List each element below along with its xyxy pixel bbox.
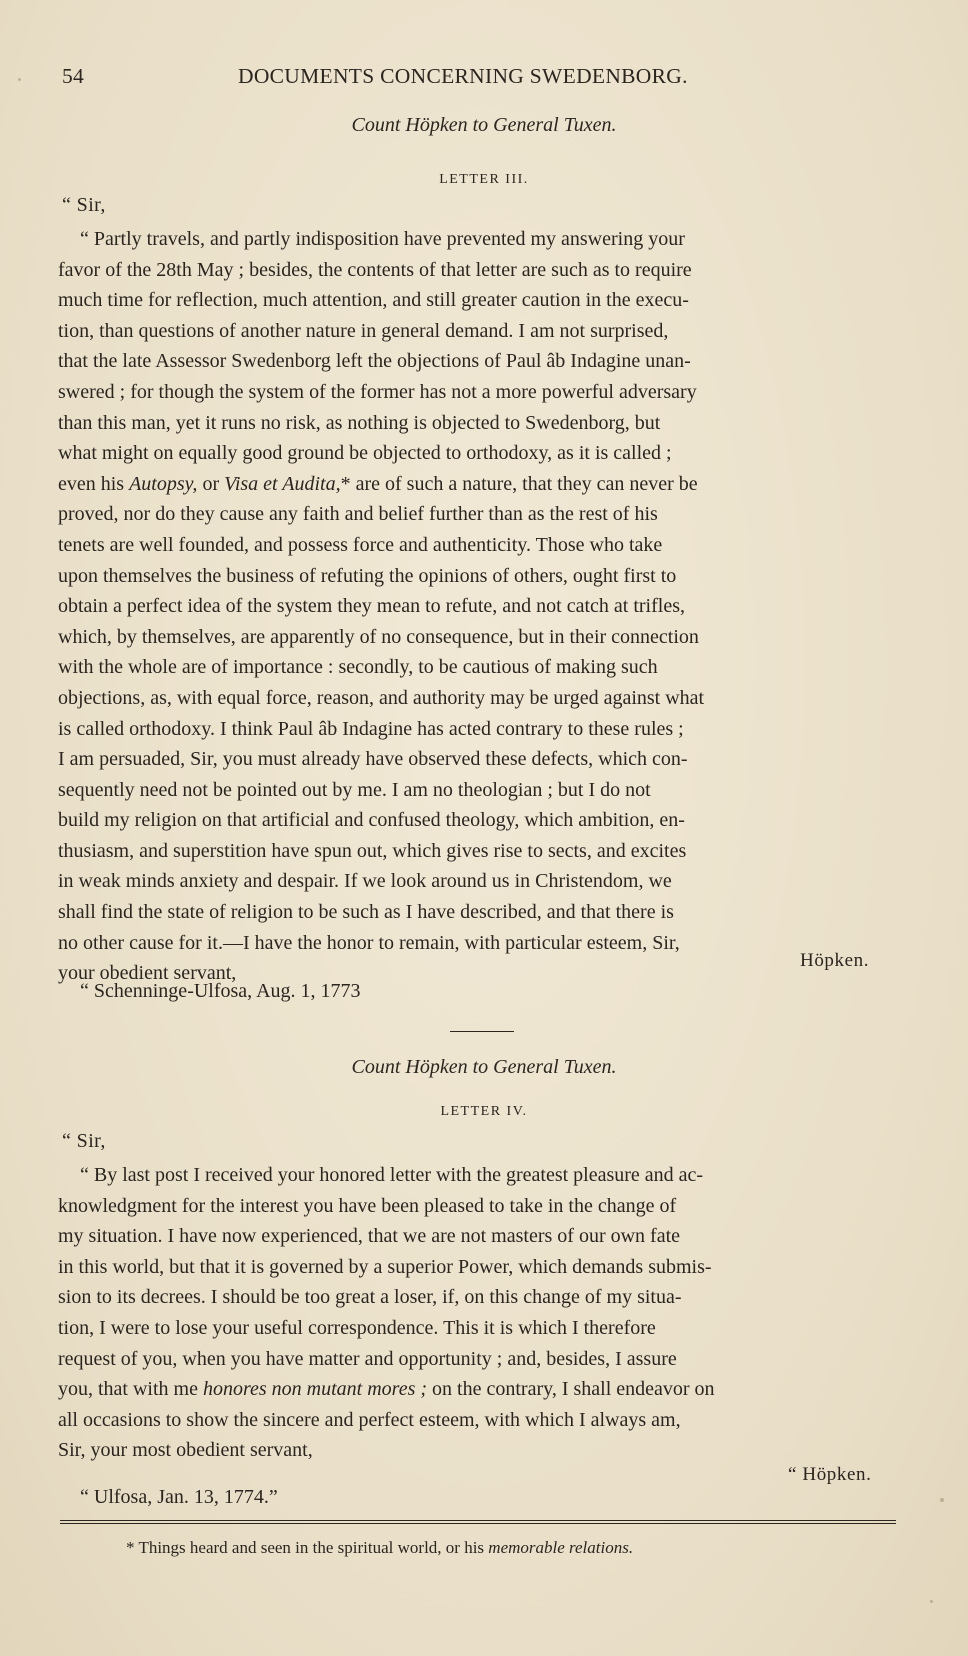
paper-speck — [930, 1600, 933, 1603]
text-line: thusiasm, and superstition have spun out, which gives rise to sects, and excites — [58, 839, 687, 862]
text-line: with the whole are of importance : secondly, to be cautious of making such — [58, 656, 658, 679]
footnote-rule — [60, 1520, 896, 1521]
page-header — [62, 64, 738, 94]
text-line: is called orthodoxy. I think Paul âb Indagine has acted contrary to these rules ; — [58, 717, 684, 740]
text-line: knowledgment for the interest you have been pleased to take in the change of — [58, 1194, 677, 1217]
footnote-italic: memorable relations. — [488, 1538, 634, 1557]
text-line: “ By last post I received your honored letter with the greatest pleasure and ac- — [80, 1164, 704, 1186]
text-line: swered ; for though the system of the former has not a more powerful adversary — [58, 380, 697, 403]
letter-3-signature: Höpken. — [800, 950, 870, 971]
text-line: tenets are well founded, and possess force and authenticity. Those who take — [58, 533, 663, 556]
text-line: “ Partly travels, and partly indisposition have prevented my answering your — [80, 228, 685, 250]
italic-title: Autopsy, — [129, 472, 198, 495]
text-line: my situation. I have now experienced, that we are not masters of our own fate — [58, 1225, 681, 1248]
text-line — [58, 1374, 906, 1405]
letter-3-salutation: “ Sir, — [62, 194, 106, 216]
text-line: in weak minds anxiety and despair. If we look around us in Christendom, we — [58, 870, 672, 893]
letter-4-salutation: “ Sir, — [62, 1130, 106, 1152]
italic-phrase: honores non mutant mores ; — [202, 1378, 428, 1401]
paper-speck — [18, 78, 21, 81]
text-line: build my religion on that artificial and confused theology, which ambition, en- — [58, 809, 685, 832]
text-line: favor of the 28th May ; besides, the contents of that letter are such as to require — [58, 258, 692, 281]
letter-4-body — [58, 1160, 906, 1466]
text-line: request of you, when you have matter and opportunity ; and, besides, I assure — [58, 1347, 677, 1370]
text-line: Sir, your most obedient servant, — [58, 1439, 313, 1462]
text-line: shall find the state of religion to be such as I have described, and that there is — [58, 901, 674, 924]
text-line: objections, as, with equal force, reason, and authority may be urged against what — [58, 686, 705, 709]
footnote — [126, 1538, 633, 1558]
text-run: or — [197, 472, 225, 495]
text-run: * are of such a nature, that they can never be — [340, 472, 698, 495]
text-run: you, that with me — [58, 1378, 203, 1401]
footnote-text: * Things heard and seen in the spiritual world, or his — [126, 1538, 489, 1557]
text-line: sequently need not be pointed out by me. I am no theologian ; but I do not — [58, 778, 651, 801]
letter-3-body — [58, 224, 906, 989]
closing-line: your obedient servant, — [58, 962, 237, 985]
letter-3-place-date: “ Schenninge-Ulfosa, Aug. 1, 1773 — [80, 980, 361, 1002]
letter-3-title: Count Höpken to General Tuxen. — [351, 114, 617, 136]
letter-4-signature: “ Höpken. — [788, 1464, 872, 1485]
text-run: even his — [58, 472, 130, 495]
text-line: which, by themselves, are apparently of no consequence, but in their connection — [58, 625, 699, 648]
text-line: much time for reflection, much attention, and still greater caution in the execu- — [58, 289, 689, 312]
text-line: tion, than questions of another nature in general demand. I am not surprised, — [58, 319, 669, 342]
text-line: upon themselves the business of refuting the opinions of others, ought first to — [58, 564, 677, 587]
letter-4-place-date: “ Ulfosa, Jan. 13, 1774.” — [80, 1486, 278, 1508]
letter-3-number: LETTER III. — [439, 172, 529, 187]
text-line: sion to its decrees. I should be too great a loser, if, on this change of my situa- — [58, 1286, 682, 1309]
text-line: proved, nor do they cause any faith and belief further than as the rest of his — [58, 503, 658, 526]
section-divider — [450, 1031, 514, 1032]
text-run: on the contrary, I shall endeavor on — [427, 1378, 715, 1401]
text-line: what might on equally good ground be objected to orthodoxy, as it is called ; — [58, 442, 672, 465]
paper-speck — [940, 1498, 944, 1502]
letter-4-number: LETTER IV. — [440, 1104, 528, 1119]
text-line: tion, I were to lose your useful correspondence. This it is which I therefore — [58, 1316, 656, 1339]
page-number: 54 — [62, 64, 85, 88]
footnote-rule — [60, 1523, 896, 1524]
running-title: DOCUMENTS CONCERNING SWEDENBORG. — [238, 64, 688, 88]
text-line: I am persuaded, Sir, you must already have observed these defects, which con- — [58, 748, 688, 771]
letter-4-title: Count Höpken to General Tuxen. — [351, 1056, 617, 1078]
text-line: all occasions to show the sincere and perfect esteem, with which I always am, — [58, 1408, 681, 1431]
text-line — [58, 469, 906, 500]
text-line: obtain a perfect idea of the system they mean to refute, and not catch at trifles, — [58, 595, 685, 618]
text-line: that the late Assessor Swedenborg left the objections of Paul âb Indagine unan- — [58, 350, 691, 373]
text-line: no other cause for it.—I have the honor to remain, with particular esteem, Sir, — [58, 931, 680, 954]
text-line: than this man, yet it runs no risk, as nothing is objected to Swedenborg, but — [58, 411, 661, 434]
italic-title: Visa et Audita, — [224, 472, 341, 495]
text-line: in this world, but that it is governed by a superior Power, which demands submis- — [58, 1255, 712, 1278]
